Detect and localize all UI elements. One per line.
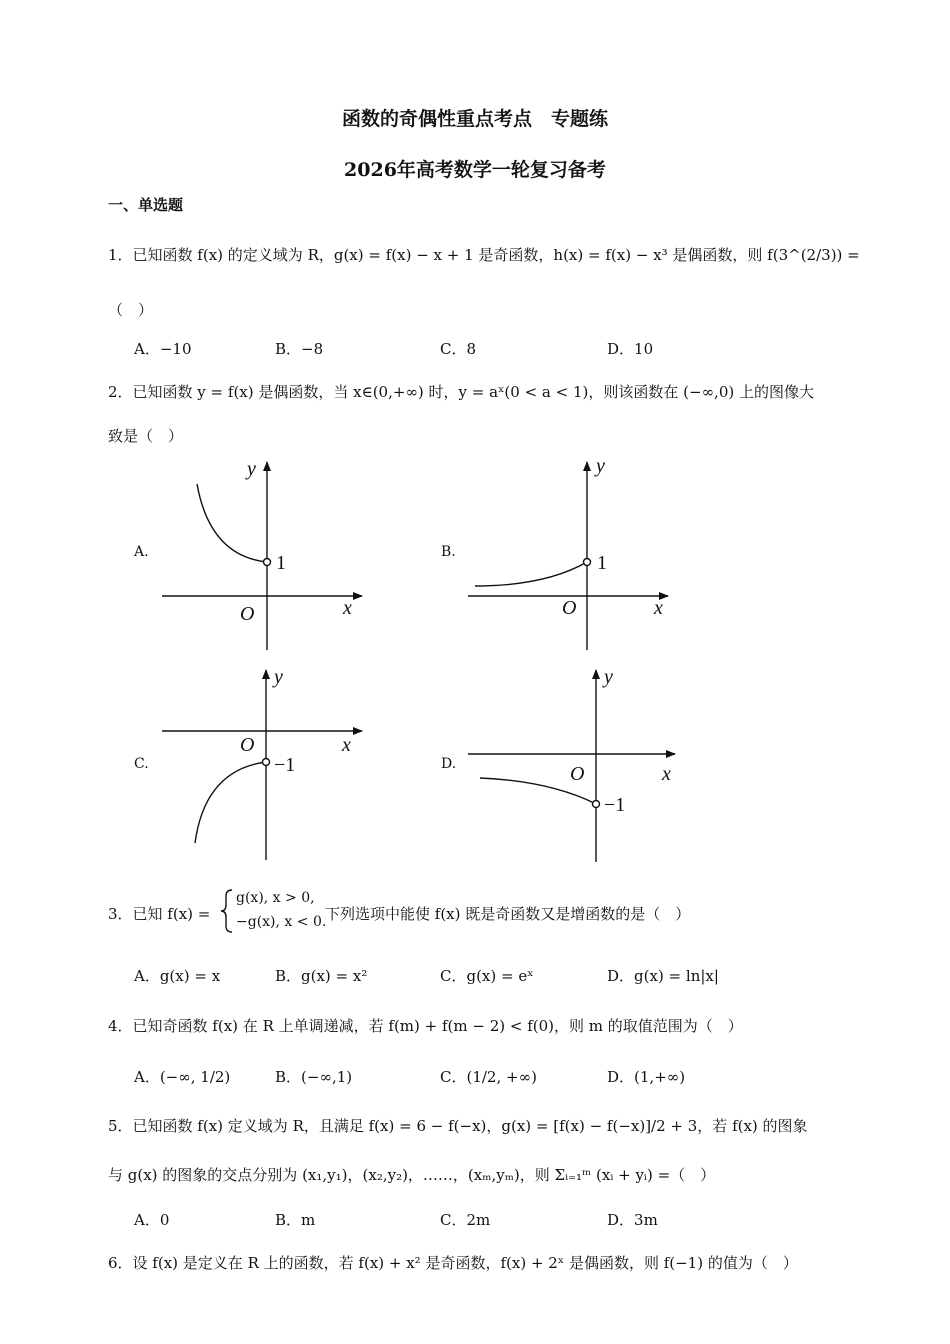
graph-a-label: A. (134, 544, 149, 560)
graph-c-y-label: y (274, 666, 283, 688)
graph-a-origin: O (240, 603, 255, 625)
graph-b-x-label: x (654, 597, 663, 619)
graph-d-value-label: −1 (604, 794, 626, 816)
q5-option-b: B．m (275, 1211, 316, 1229)
question-2-stem: 2．已知函数 y = f(x) 是偶函数，当 x∈(0,+∞) 时，y = aˣ(0 < a < 1)，则该函数在 (−∞,0) 上的图像大 (108, 383, 814, 401)
graph-b-open-point (584, 559, 591, 566)
graph-a (162, 458, 362, 650)
question-6-stem: 6．设 f(x) 是定义在 R 上的函数，若 f(x) + x² 是奇函数，f(x) + 2ˣ 是偶函数，则 f(−1) 的值为（ ） (108, 1254, 798, 1272)
q4-option-c: C．(1/2, +∞) (440, 1068, 537, 1086)
q1-option-c: C．8 (440, 340, 477, 358)
graph-b-value-label: 1 (597, 552, 607, 574)
document-subtitle: 2026年高考数学一轮复习备考 (344, 159, 606, 181)
q3-option-d: D．g(x) = ln|x| (607, 967, 719, 985)
graph-d-y-label: y (604, 666, 613, 688)
question-5-stem: 5．已知函数 f(x) 定义域为 R，且满足 f(x) = 6 − f(−x)，g(x) = [f(x) − f(−x)]/2 + 3，若 f(x) 的图象 (108, 1117, 808, 1135)
q3-case-1: g(x), x > 0, (236, 890, 315, 906)
graph-b-curve (475, 562, 587, 586)
q3-case-2: −g(x), x < 0. (236, 914, 327, 930)
question-5-stem-line2: 与 g(x) 的图象的交点分别为 (x₁,y₁)，(x₂,y₂)，……，(xₘ,yₘ)，则 Σᵢ₌₁ᵐ (xᵢ + yᵢ) =（ ） (108, 1166, 716, 1184)
q3-option-c: C．g(x) = eˣ (440, 967, 534, 985)
graph-b (468, 455, 668, 650)
graph-a-curve (197, 484, 267, 562)
q4-option-a: A．(−∞, 1/2) (134, 1068, 231, 1086)
graph-d-x-label: x (662, 763, 671, 785)
graph-c-origin: O (240, 734, 255, 756)
document-title: 函数的奇偶性重点考点 专题练 (341, 108, 608, 130)
graph-a-y-label: y (247, 458, 256, 480)
q5-option-a: A．0 (134, 1211, 170, 1229)
q1-option-a: A．−10 (134, 340, 192, 358)
graph-c-open-point (263, 759, 270, 766)
q3-piecewise-brace (221, 890, 232, 932)
q3-option-b: B．g(x) = x² (275, 967, 368, 985)
q5-option-c: C．2m (440, 1211, 491, 1229)
question-1-paren: （ ） (108, 301, 154, 319)
graph-c-curve (195, 762, 266, 843)
graph-a-open-point (264, 559, 271, 566)
graph-a-value-label: 1 (276, 552, 286, 574)
q1-option-d: D．10 (607, 340, 654, 358)
graph-d (468, 666, 675, 862)
graph-d-origin: O (570, 763, 585, 785)
graph-c (162, 666, 362, 860)
graph-d-open-point (593, 801, 600, 808)
question-2-stem-line2: 致是（ ） (108, 427, 184, 445)
question-4-stem: 4．已知奇函数 f(x) 在 R 上单调递减，若 f(m) + f(m − 2) < f(0)，则 m 的取值范围为（ ） (108, 1017, 743, 1035)
graph-b-label: B. (441, 544, 456, 560)
graph-a-x-label: x (343, 597, 352, 619)
graph-c-value-label: −1 (274, 754, 296, 776)
graph-b-origin: O (562, 597, 577, 619)
q5-option-d: D．3m (607, 1211, 658, 1229)
q1-option-b: B．−8 (275, 340, 324, 358)
q3-option-a: A．g(x) = x (134, 967, 221, 985)
question-3-stem-tail: 下列选项中能使 f(x) 既是奇函数又是增函数的是（ ） (325, 905, 691, 923)
q4-option-b: B．(−∞,1) (275, 1068, 353, 1086)
graph-c-label: C. (134, 756, 149, 772)
q4-option-d: D．(1,+∞) (607, 1068, 686, 1086)
graph-d-label: D. (441, 756, 457, 772)
section-heading: 一、单选题 (108, 196, 184, 214)
graph-c-x-label: x (342, 734, 351, 756)
graph-b-y-label: y (596, 455, 605, 477)
question-3-stem-lead: 3．已知 f(x) = (108, 905, 211, 923)
question-1-stem: 1．已知函数 f(x) 的定义域为 R，g(x) = f(x) − x + 1 是奇函数，h(x) = f(x) − x³ 是偶函数，则 f(3^(2/3)) = (108, 246, 860, 264)
